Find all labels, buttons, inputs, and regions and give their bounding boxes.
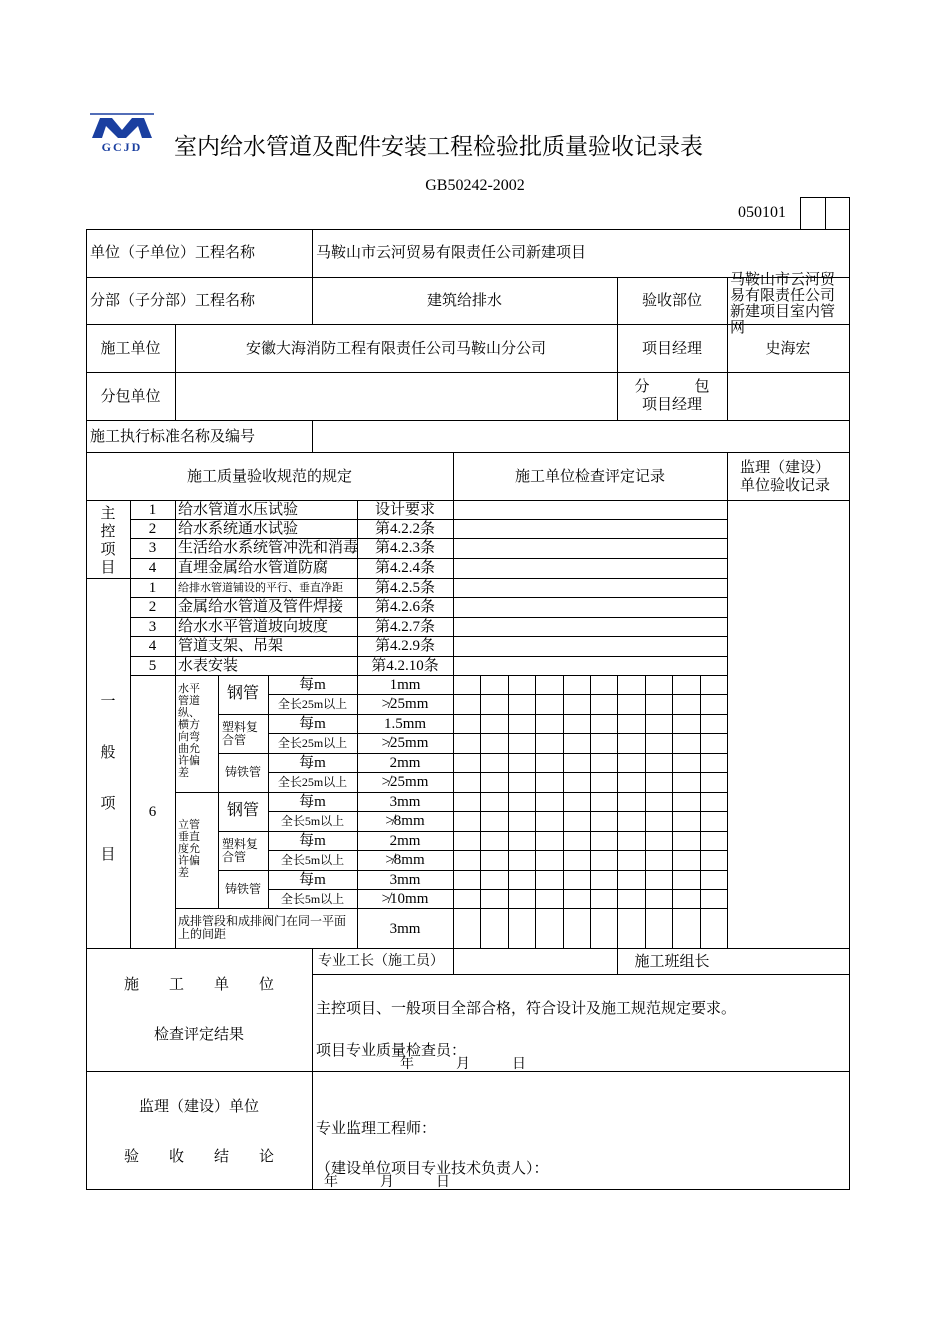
general-items-label (100, 677, 116, 881)
deviation-per-m-label: 每m (299, 716, 326, 732)
deviation-per-m-value: 3mm (389, 872, 421, 888)
engineer-label: 专业监理工程师： (316, 1121, 437, 1137)
code-box-1 (800, 197, 826, 229)
deviation-full-length-value: ≯8mm (385, 813, 425, 829)
pm-value: 史海宏 (765, 341, 811, 357)
standard-code: GB50242-2002 (425, 177, 525, 194)
code-box-2 (825, 197, 850, 229)
main-item-name: 给水系统通水试验 (178, 521, 299, 537)
deviation-full-length-label: 全长5m以上 (280, 892, 345, 906)
accept-part-box (730, 272, 848, 336)
valve-spacing-label: 成排管段和成排阀门在同一平面上的间距 (178, 914, 347, 941)
main-items-label: 主控项目 (100, 506, 116, 576)
page-title: 室内给水管道及配件安装工程检验批质量验收记录表 (174, 134, 703, 160)
main-item-name: 给水管道水压试验 (178, 502, 299, 518)
deviation-per-m-value: 3mm (389, 794, 421, 810)
date-2: 年 月 日 (324, 1175, 450, 1190)
general-item-name: 管道支架、吊架 (178, 638, 284, 654)
pipe-material: 塑料复合管 (222, 837, 259, 864)
deviation-full-length-value: ≯8mm (385, 852, 425, 868)
horizontal-deviation-label: 水平管道纵、横方向弯曲允许偏差 (178, 683, 200, 779)
deviation-per-m-value: 2mm (389, 833, 421, 849)
general-item-req: 第4.2.6条 (374, 599, 435, 615)
deviation-per-m-label: 每m (299, 794, 326, 810)
deviation-per-m-label: 每m (299, 677, 326, 693)
team-leader-label: 施工班组长 (634, 954, 710, 970)
unit-name-value: 马鞍山市云河贸易有限责任公司新建项目 (316, 245, 587, 261)
deviation-per-m-value: 1mm (389, 677, 421, 693)
supervisor-label-2: 验 收 结 论 (123, 1149, 274, 1165)
deviation-full-length-value: ≯25mm (381, 774, 429, 790)
general-item-no: 5 (148, 658, 157, 674)
general-item-req: 第4.2.5条 (374, 580, 435, 596)
accept-part-value: 马鞍山市云河贸易有限责任公司新建项目室内管网 (730, 272, 836, 336)
deviation-full-length-label: 全长25m以上 (277, 697, 348, 711)
sub-pm-label-1: 分 包 (634, 379, 710, 395)
deviation-per-m-label: 每m (299, 833, 326, 849)
deviation-full-length-label: 全长5m以上 (280, 853, 345, 867)
general-item-no: 1 (148, 580, 157, 596)
general-item-req: 第4.2.7条 (374, 619, 435, 635)
main-item-name: 直埋金属给水管道防腐 (178, 560, 329, 576)
contractor-label: 施工单位 (100, 341, 161, 357)
pipe-material: 铸铁管 (224, 765, 261, 779)
general-item-name: 水表安装 (178, 658, 239, 674)
date-1: 年 月 日 (400, 1057, 526, 1072)
vertical-deviation-label: 立管垂直度允许偏差 (178, 819, 200, 879)
main-item-name: 生活给水系统管冲洗和消毒 (178, 540, 359, 556)
company-logo (86, 112, 158, 154)
contractor-value: 安徽大海消防工程有限责任公司马鞍山分公司 (245, 341, 546, 357)
inspector-label: 项目专业质量检查员： (316, 1043, 467, 1059)
pipe-material: 钢管 (226, 685, 259, 702)
col-spec-header: 施工质量验收规范的规定 (186, 469, 352, 485)
main-item-no: 3 (148, 540, 157, 556)
general-item-no: 3 (148, 619, 157, 635)
unit-name-label: 单位（子单位）工程名称 (90, 245, 256, 261)
form-code: 050101 (738, 204, 786, 221)
deviation-full-length-label: 全长25m以上 (277, 775, 348, 789)
general-label-char-3: 项 (100, 796, 116, 812)
subcontractor-label: 分包单位 (100, 389, 161, 405)
deviation-full-length-label: 全长25m以上 (277, 736, 348, 750)
general-label-char-1: 一 (100, 694, 116, 710)
general-item-name: 给水水平管道坡向坡度 (178, 619, 329, 635)
pipe-material: 塑料复合管 (222, 720, 259, 747)
main-item-req: 设计要求 (374, 502, 435, 518)
division-value: 建筑给排水 (426, 293, 502, 309)
main-item-no: 2 (148, 521, 157, 537)
general-item-no: 4 (148, 638, 157, 654)
pipe-material: 钢管 (226, 802, 259, 819)
pipe-material: 铸铁管 (224, 882, 261, 896)
deviation-full-length-value: ≯25mm (381, 735, 429, 751)
owner-rep-label: （建设单位项目专业技术负责人）： (316, 1161, 549, 1177)
deviation-full-length-value: ≯25mm (381, 696, 429, 712)
valve-spacing-value: 3mm (389, 921, 421, 937)
general-label-char-4: 目 (100, 847, 116, 863)
deviation-per-m-label: 每m (299, 755, 326, 771)
general-item-no: 2 (148, 599, 157, 615)
conclusion-text: 主控项目、一般项目全部合格，符合设计及施工规范规定要求。 (316, 1001, 737, 1017)
col-check-header: 施工单位检查评定记录 (514, 469, 665, 485)
deviation-per-m-value: 1.5mm (383, 716, 427, 732)
standard-label: 施工执行标准名称及编号 (90, 429, 256, 445)
col-supervise-header-2: 单位验收记录 (740, 478, 831, 494)
pm-label: 项目经理 (641, 341, 702, 357)
accept-part-label: 验收部位 (641, 293, 702, 309)
general-item-name: 给排水管道铺设的平行、垂直净距 (178, 582, 343, 594)
main-item-no: 4 (148, 560, 157, 576)
main-item-req: 第4.2.2条 (374, 521, 435, 537)
item-6-no: 6 (148, 804, 157, 820)
general-item-name: 金属给水管道及管件焊接 (178, 599, 344, 615)
svg-text:GCJD: GCJD (101, 140, 143, 154)
main-item-req: 第4.2.4条 (374, 560, 435, 576)
contractor-result-label-2: 检查评定结果 (153, 1027, 244, 1043)
main-item-no: 1 (148, 502, 157, 518)
main-item-req: 第4.2.3条 (374, 540, 435, 556)
foreman-label: 专业工长（施工员） (318, 954, 444, 969)
deviation-full-length-value: ≯10mm (381, 891, 429, 907)
general-label-char-2: 般 (100, 745, 116, 761)
general-item-req: 第4.2.9条 (374, 638, 435, 654)
general-item-req: 第4.2.10条 (371, 658, 439, 674)
deviation-per-m-label: 每m (299, 872, 326, 888)
col-supervise-header-1: 监理（建设） (740, 460, 831, 476)
contractor-result-label-1: 施 工 单 位 (123, 977, 274, 993)
deviation-full-length-label: 全长5m以上 (280, 814, 345, 828)
supervisor-label-1: 监理（建设）单位 (138, 1099, 259, 1115)
deviation-per-m-value: 2mm (389, 755, 421, 771)
division-label: 分部（子分部）工程名称 (90, 293, 256, 309)
sub-pm-label-2: 项目经理 (641, 397, 702, 413)
